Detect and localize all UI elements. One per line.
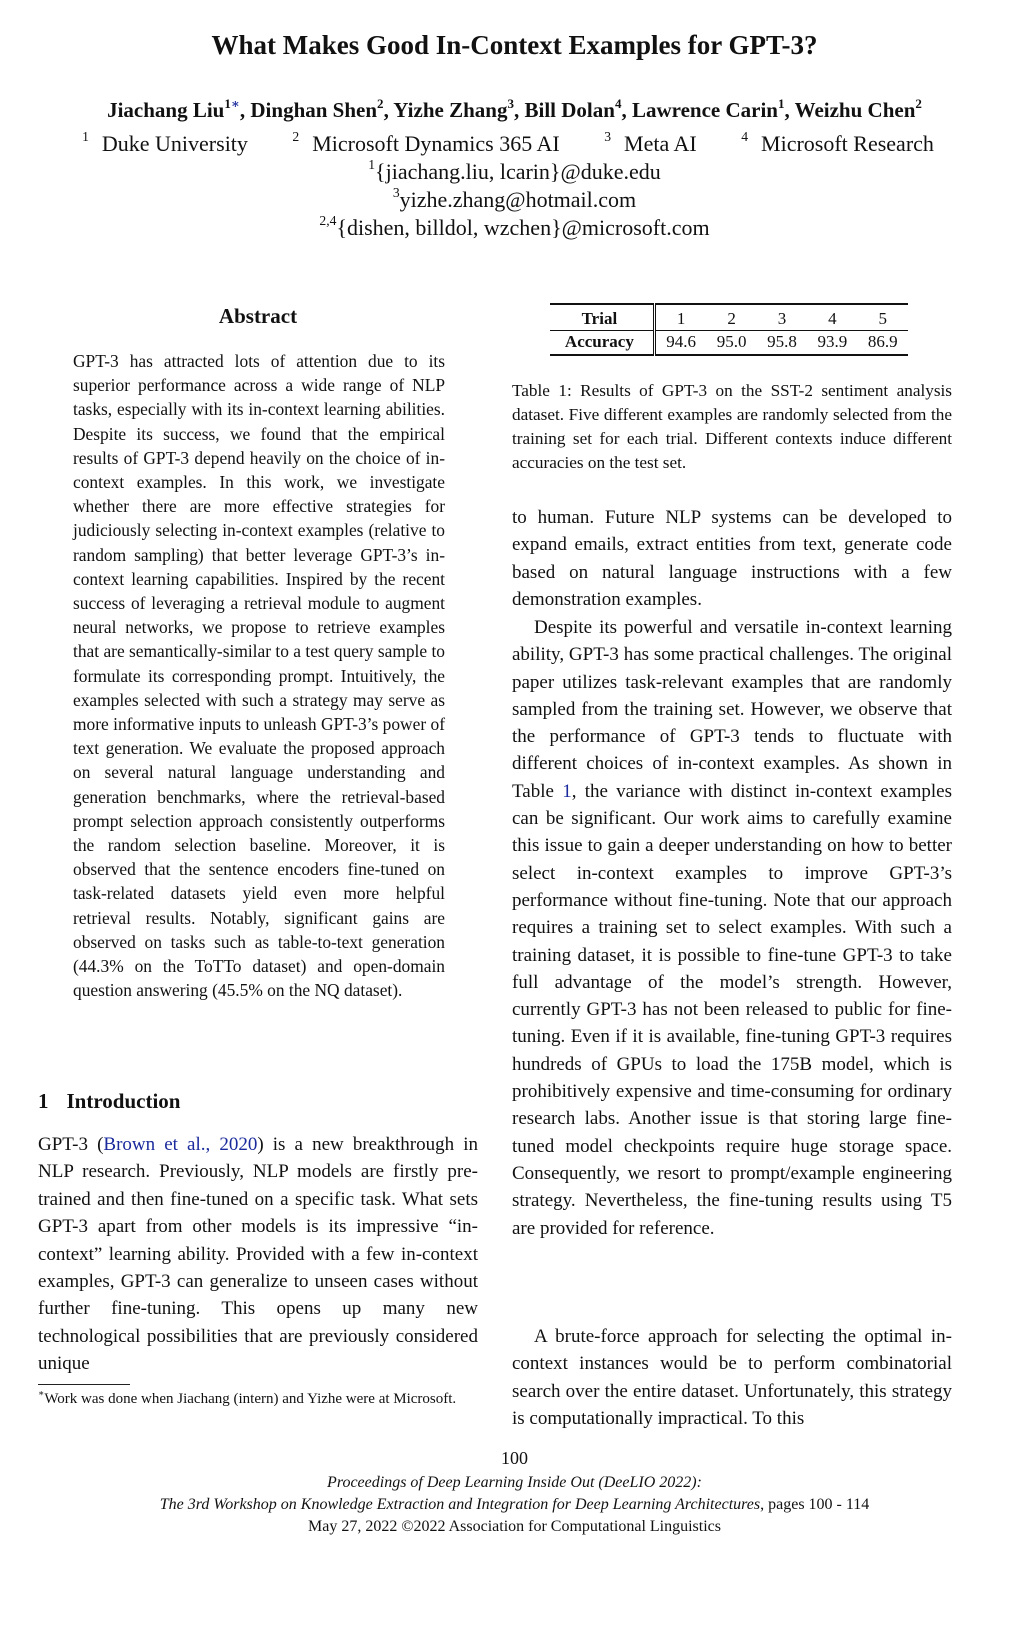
table-cell: 86.9 xyxy=(867,332,898,351)
table-cell: 95.8 xyxy=(767,332,797,351)
table-cell: 2 xyxy=(706,304,756,331)
author: Bill Dolan$^4$ xyxy=(524,95,622,122)
table-cell: 95.0 xyxy=(716,332,747,351)
table-cell: 94.6 xyxy=(666,332,696,351)
affiliations xyxy=(0,130,1029,242)
venue-footer: Proceedings of Deep Learning Inside Out (DeeLIO 2022): The 3rd Workshop on Knowledge Extraction and Integration for Deep Learning Architectures, pages 100 - 114 May 27, 2022 ©2022 Association for Computational Linguistics xyxy=(159,1474,870,1535)
abstract-heading: Abstract xyxy=(218,304,298,328)
email: $^3$yizhe.zhang@hotmail.com xyxy=(392,185,637,212)
author: Yizhe Zhang$^3$ xyxy=(393,95,514,122)
author: Dinghan Shen$^2$ xyxy=(250,95,384,122)
table-cell: 5 xyxy=(858,304,908,331)
citation-link[interactable]: Brown et al., 2020 xyxy=(103,1134,258,1155)
intro-paragraph: GPT-3 (Brown et al., 2020) is a new breakthrough in NLP research. Previously, NLP models are firstly pre-trained and then fine-tuned on a specific task. What sets GPT-3 apart from other models is its impressive “in-context” learning ability. Provided with a few in-context examples, GPT-3 can generalize to unseen cases without further fine-tuning. This opens up many new technological possibilities that are previously considered unique xyxy=(38,1134,478,1375)
table-reference-link[interactable]: 1 xyxy=(562,780,572,802)
table-row-label: Accuracy xyxy=(550,331,654,356)
footnote-marker-link[interactable]: ∗ xyxy=(230,95,240,111)
table-cell: 4 xyxy=(807,304,857,331)
author: Jiachang Liu$^{1∗}$ xyxy=(107,95,240,122)
author: Lawrence Carin$^1$ xyxy=(631,95,785,122)
table-cell: 3 xyxy=(757,304,807,331)
table-cell: 93.9 xyxy=(817,332,848,351)
affiliation: $^1$ Duke University xyxy=(82,129,248,156)
paper-title: What Makes Good In-Context Examples for GPT-3? xyxy=(211,30,818,60)
affiliation: $^2$ Microsoft Dynamics 365 AI xyxy=(292,129,560,156)
intro-paragraph: A brute-force approach for selecting the optimal in-context instances would be to perform combinatorial search over the entire dataset. Unfortunately, this strategy is computationally impractical. To this xyxy=(512,1326,952,1429)
table-cell: 1 xyxy=(654,304,706,331)
intro-paragraph-continued: to human. Future NLP systems can be developed to expand emails, extract entities from text, generate code based on natural language instructions with a few demonstration examples. xyxy=(512,507,952,610)
table-row-label: Trial xyxy=(550,304,654,331)
author-list: Jiachang Liu$^{1∗}$, Dinghan Shen$^2$, Yizhe Zhang$^3$, Bill Dolan$^4$, Lawrence Carin$^1$, Weizhu Chen$^2$ xyxy=(107,95,922,122)
table-row xyxy=(550,304,908,331)
results-table xyxy=(550,303,908,356)
email: $^{2,4}${dishen, billdol, wzchen}@microsoft.com xyxy=(319,213,710,240)
table-caption: Table 1: Results of GPT-3 on the SST-2 sentiment analysis dataset. Five different examples are randomly selected from the training set for each trial. Different contexts induce different accuracies on the test set. xyxy=(512,381,952,472)
affiliation: $^3$ Meta AI xyxy=(604,129,697,156)
author: Weizhu Chen$^2$ xyxy=(794,95,922,122)
table-row xyxy=(550,331,908,356)
footnote: ∗Work was done when Jiachang (intern) and Yizhe were at Microsoft. xyxy=(38,1389,457,1407)
affiliation: $^4$ Microsoft Research xyxy=(741,129,934,156)
footnote-divider xyxy=(38,1384,130,1385)
page-number: 100 xyxy=(501,1448,528,1468)
section-heading-introduction: 1 Introduction xyxy=(38,1089,181,1113)
intro-paragraph: Despite its powerful and versatile in-context learning ability, GPT-3 has some practical challenges. The original paper utilizes task-relevant examples that are randomly sampled from the training set. However, we observe that the performance of GPT-3 tends to fluctuate with different choices of in-context examples. As shown in Table 1, the variance with distinct in-context examples can be significant. Our work aims to carefully examine this issue to gain a deeper understanding on how to better select in-context examples to improve GPT-3’s performance without fine-tuning. Note that our approach requires a training set to select examples. With such a training dataset, it is possible to fine-tune GPT-3 to take full advantage of the model’s strength. However, currently GPT-3 has not been released to public for fine-tuning. Even if it is available, fine-tuning GPT-3 requires hundreds of GPUs to load the 175B model, which is prohibitively expensive and time-consuming for ordinary research labs. Another issue is that storing large fine-tuned model checkpoints require huge storage space. Consequently, we resort to prompt/example engineering strategy. Nevertheless, the fine-tuning results using T5 are provided for reference. xyxy=(512,617,952,1239)
email: $^1${jiachang.liu, lcarin}@duke.edu xyxy=(368,157,661,184)
abstract-text: GPT-3 has attracted lots of attention due to its superior performance across a wide range of NLP tasks, especially with its in-context learning abilities. Despite its success, we found that the empirical results of GPT-3 depend heavily on the choice of in-context examples. In this work, we investigate whether there are more effective strategies for judiciously selecting in-context examples (relative to random sampling) that better leverage GPT-3’s in-context learning capabilities. Inspired by the recent success of leveraging a retrieval module to augment neural networks, we propose to retrieve examples that are semantically-similar to a test query sample to formulate its corresponding prompt. Intuitively, the examples selected with such a strategy may serve as more informative inputs to unleash GPT-3’s power of text generation. We evaluate the proposed approach on several natural language understanding and generation benchmarks, where the retrieval-based prompt selection approach consistently outperforms the random selection baseline. Moreover, it is observed that the sentence encoders fine-tuned on task-related datasets yield even more helpful retrieval results. Notably, significant gains are observed on tasks such as table-to-text generation (44.3% on the ToTTo dataset) and open-domain question answering (45.5% on the NQ dataset). xyxy=(73,351,445,1001)
